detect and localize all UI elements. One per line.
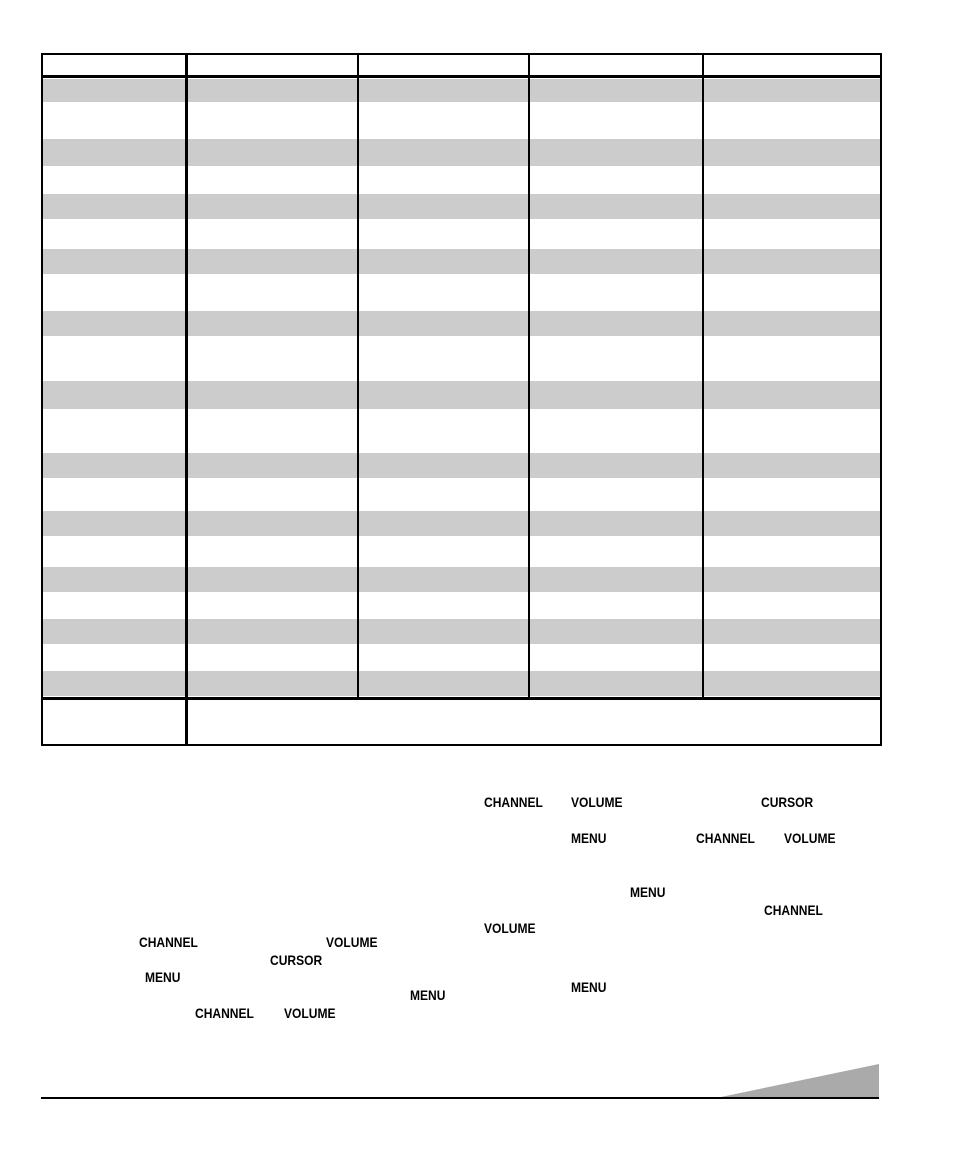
table-row-band (43, 249, 880, 274)
table-row-band (43, 194, 880, 219)
keyword-cursor: CURSOR (761, 794, 814, 810)
table-row-band (43, 619, 880, 644)
keyword-volume: VOLUME (484, 920, 536, 936)
table-row-band (43, 381, 880, 409)
footer-tab-shape (716, 1064, 879, 1098)
keyword-menu: MENU (630, 884, 666, 900)
keyword-menu: MENU (571, 830, 607, 846)
keyword-menu: MENU (571, 979, 607, 995)
column-divider (702, 55, 704, 699)
table-row-band (43, 567, 880, 592)
table-row-band (43, 453, 880, 478)
keyword-channel: CHANNEL (696, 830, 755, 846)
keyword-channel: CHANNEL (195, 1005, 254, 1021)
keyword-menu: MENU (410, 987, 446, 1003)
header-rule (43, 75, 880, 78)
column-divider (528, 55, 530, 699)
keyword-volume: VOLUME (326, 934, 378, 950)
keyword-channel: CHANNEL (139, 934, 198, 950)
table-row-band (43, 139, 880, 166)
keyword-volume: VOLUME (571, 794, 623, 810)
keyword-channel: CHANNEL (484, 794, 543, 810)
column-divider (357, 55, 359, 699)
keyword-volume: VOLUME (784, 830, 836, 846)
page-footer-tab (716, 1064, 879, 1098)
keyword-menu: MENU (145, 969, 181, 985)
page-footer-rule (41, 1097, 879, 1099)
table-row-band (43, 511, 880, 536)
footer-rule-table (43, 697, 880, 700)
keyword-volume: VOLUME (284, 1005, 336, 1021)
table-row-band (43, 79, 880, 102)
keyword-cursor: CURSOR (270, 952, 323, 968)
keyword-channel: CHANNEL (764, 902, 823, 918)
settings-table (41, 53, 882, 746)
table-row-band (43, 671, 880, 696)
table-row-band (43, 311, 880, 336)
column-divider (185, 55, 188, 744)
